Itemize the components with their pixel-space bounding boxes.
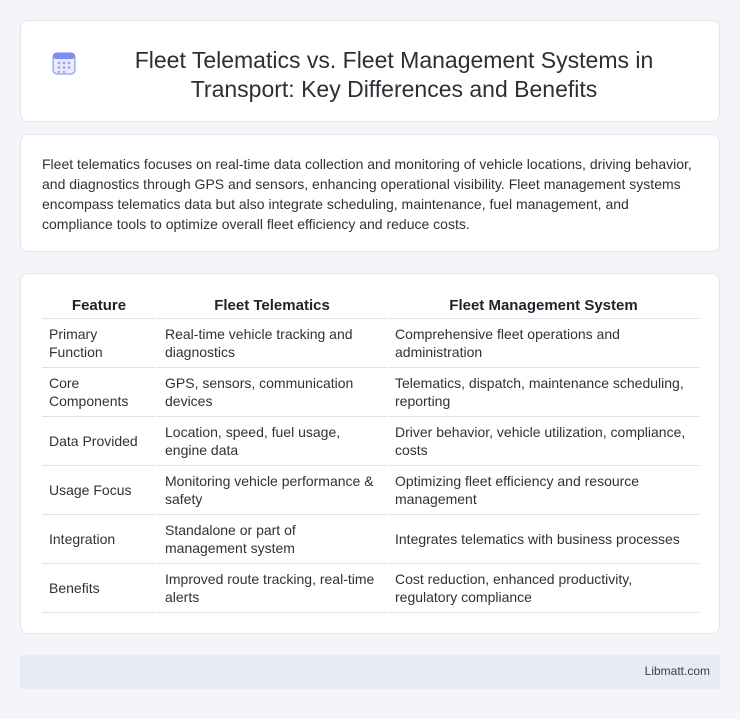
table-row — [42, 367, 699, 416]
management-cell: Telematics, dispatch, maintenance scheduling, reporting — [387, 367, 699, 416]
telematics-cell: Improved route tracking, real-time alerts — [157, 563, 387, 612]
table-row — [42, 318, 699, 367]
header-card — [20, 20, 720, 122]
header-fleet-management-system: Fleet Management System — [387, 296, 699, 318]
management-cell: Integrates telematics with business processes — [387, 514, 699, 563]
summary-text: Fleet telematics focuses on real-time data collection and monitoring of vehicle locations, driving behavior, and diagnostics through GPS and sensors, enhancing operational visibility. Fleet management systems encompass telematics data but also integrate scheduling, maintenance, fuel management, and compliance tools to optimize overall fleet efficiency and reduce costs. — [42, 156, 692, 232]
feature-cell: Primary Function — [42, 318, 157, 367]
feature-cell: Usage Focus — [42, 465, 157, 514]
feature-cell: Core Components — [42, 367, 157, 416]
header-feature: Feature — [42, 296, 157, 318]
header-fleet-telematics: Fleet Telematics — [157, 296, 387, 318]
comparison-card — [20, 273, 720, 634]
management-cell: Driver behavior, vehicle utilization, compliance, costs — [387, 416, 699, 465]
table-row — [42, 514, 699, 563]
management-cell: Cost reduction, enhanced productivity, regulatory compliance — [387, 563, 699, 612]
summary-card — [20, 134, 720, 252]
telematics-cell: Location, speed, fuel usage, engine data — [157, 416, 387, 465]
table-row — [42, 465, 699, 514]
telematics-cell: GPS, sensors, communication devices — [157, 367, 387, 416]
management-cell: Optimizing fleet efficiency and resource management — [387, 465, 699, 514]
comparison-table — [42, 296, 699, 613]
table-row — [42, 416, 699, 465]
page-title: Fleet Telematics vs. Fleet Management Systems in Transport: Key Differences and Benefits — [134, 47, 654, 102]
feature-cell: Benefits — [42, 563, 157, 612]
table-header-row — [42, 296, 699, 318]
management-cell: Comprehensive fleet operations and administration — [387, 318, 699, 367]
telematics-cell: Monitoring vehicle performance & safety — [157, 465, 387, 514]
feature-cell: Integration — [42, 514, 157, 563]
telematics-cell: Standalone or part of management system — [157, 514, 387, 563]
footer-site-link[interactable]: Libmatt.com — [644, 664, 710, 678]
footer-bar — [20, 655, 720, 689]
table-row — [42, 563, 699, 612]
calendar-icon — [51, 50, 77, 76]
telematics-cell: Real-time vehicle tracking and diagnostics — [157, 318, 387, 367]
feature-cell: Data Provided — [42, 416, 157, 465]
